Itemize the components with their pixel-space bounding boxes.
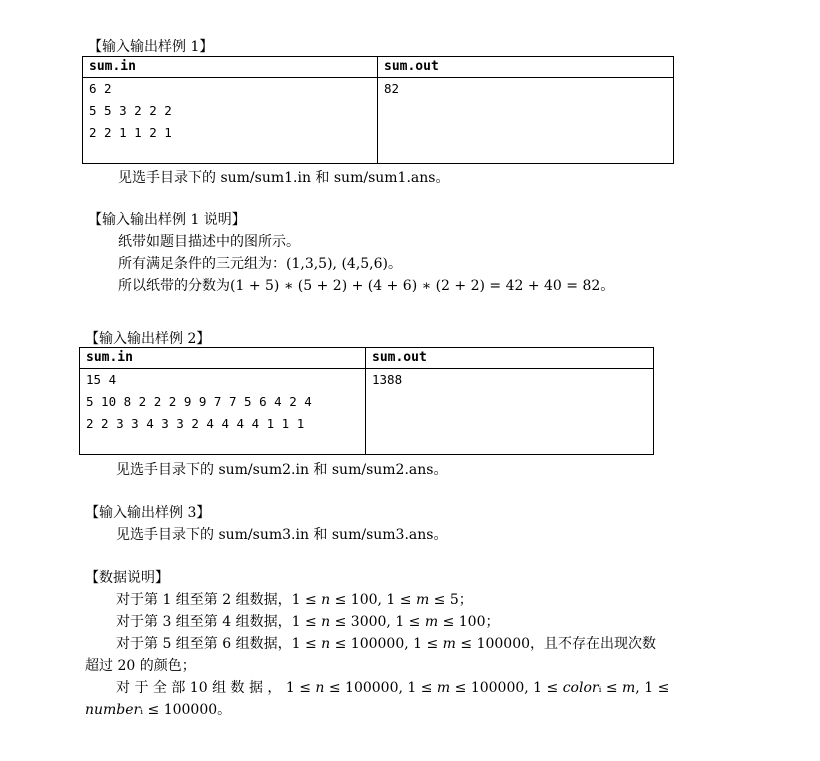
explain1-heading: 【输入输出样例 1 说明】 — [88, 212, 246, 228]
sample2-input-line: 2 2 3 3 4 3 3 2 4 4 4 4 1 1 1 — [86, 416, 305, 431]
data-line: 对于第 3 组至第 4 组数据，1 ≤ 𝑛 ≤ 3000, 1 ≤ 𝑚 ≤ 100； — [116, 614, 500, 630]
sample3-heading: 【输入输出样例 3】 — [85, 505, 211, 521]
explain1-line: 所有满足条件的三元组为：(1,3,5), (4,5,6)。 — [118, 256, 402, 272]
sample1-input-line: 6 2 — [89, 81, 112, 96]
sample2-output-line: 1388 — [372, 372, 403, 387]
data-line: 对于第 1 组至第 2 组数据，1 ≤ 𝑛 ≤ 100, 1 ≤ 𝑚 ≤ 5； — [116, 592, 473, 608]
data-line: 对于第 5 组至第 6 组数据，1 ≤ 𝑛 ≤ 100000, 1 ≤ 𝑚 ≤ 100000，且不存在出现次数 — [116, 636, 657, 652]
sample2-note: 见选手目录下的 sum/sum2.in 和 sum/sum2.ans。 — [116, 462, 448, 478]
sample1-col-out: sum.out — [378, 57, 674, 78]
sample2-col-in: sum.in — [80, 348, 366, 369]
sample2-heading: 【输入输出样例 2】 — [85, 331, 211, 347]
sample1-output-cell — [378, 78, 674, 164]
sample2-input-line: 15 4 — [86, 372, 117, 387]
sample1-table — [82, 56, 674, 164]
sample1-heading: 【输入输出样例 1】 — [88, 39, 214, 55]
sample2-input-line: 5 10 8 2 2 2 9 9 7 7 5 6 4 2 4 — [86, 394, 312, 409]
sample1-input-cell — [83, 78, 378, 164]
data-line: 𝑛𝑢𝑚𝑏𝑒𝑟ᵢ ≤ 100000。 — [85, 702, 232, 718]
data-line: 对 于 全 部 10 组 数 据 ， 1 ≤ 𝑛 ≤ 100000, 1 ≤ 𝑚 ≤ 100000, 1 ≤ 𝑐𝑜𝑙𝑜𝑟ᵢ ≤ 𝑚, 1 ≤ — [116, 680, 670, 696]
sample1-input-line: 5 5 3 2 2 2 — [89, 103, 172, 118]
sample1-output-line: 82 — [384, 81, 400, 96]
sample2-input-cell — [80, 369, 366, 455]
sample3-note: 见选手目录下的 sum/sum3.in 和 sum/sum3.ans。 — [116, 527, 448, 543]
sample2-col-out: sum.out — [366, 348, 654, 369]
explain1-line: 纸带如题目描述中的图所示。 — [118, 234, 300, 250]
sample2-output-cell — [366, 369, 654, 455]
data-heading: 【数据说明】 — [85, 570, 169, 586]
sample1-col-in: sum.in — [83, 57, 378, 78]
data-line: 超过 20 的颜色； — [85, 658, 196, 674]
sample1-note: 见选手目录下的 sum/sum1.in 和 sum/sum1.ans。 — [118, 170, 450, 186]
explain1-line: 所以纸带的分数为(1 + 5) ∗ (5 + 2) + (4 + 6) ∗ (2 + 2) = 42 + 40 = 82。 — [118, 278, 615, 294]
sample1-input-line: 2 2 1 1 2 1 — [89, 125, 172, 140]
sample2-table — [79, 347, 654, 455]
